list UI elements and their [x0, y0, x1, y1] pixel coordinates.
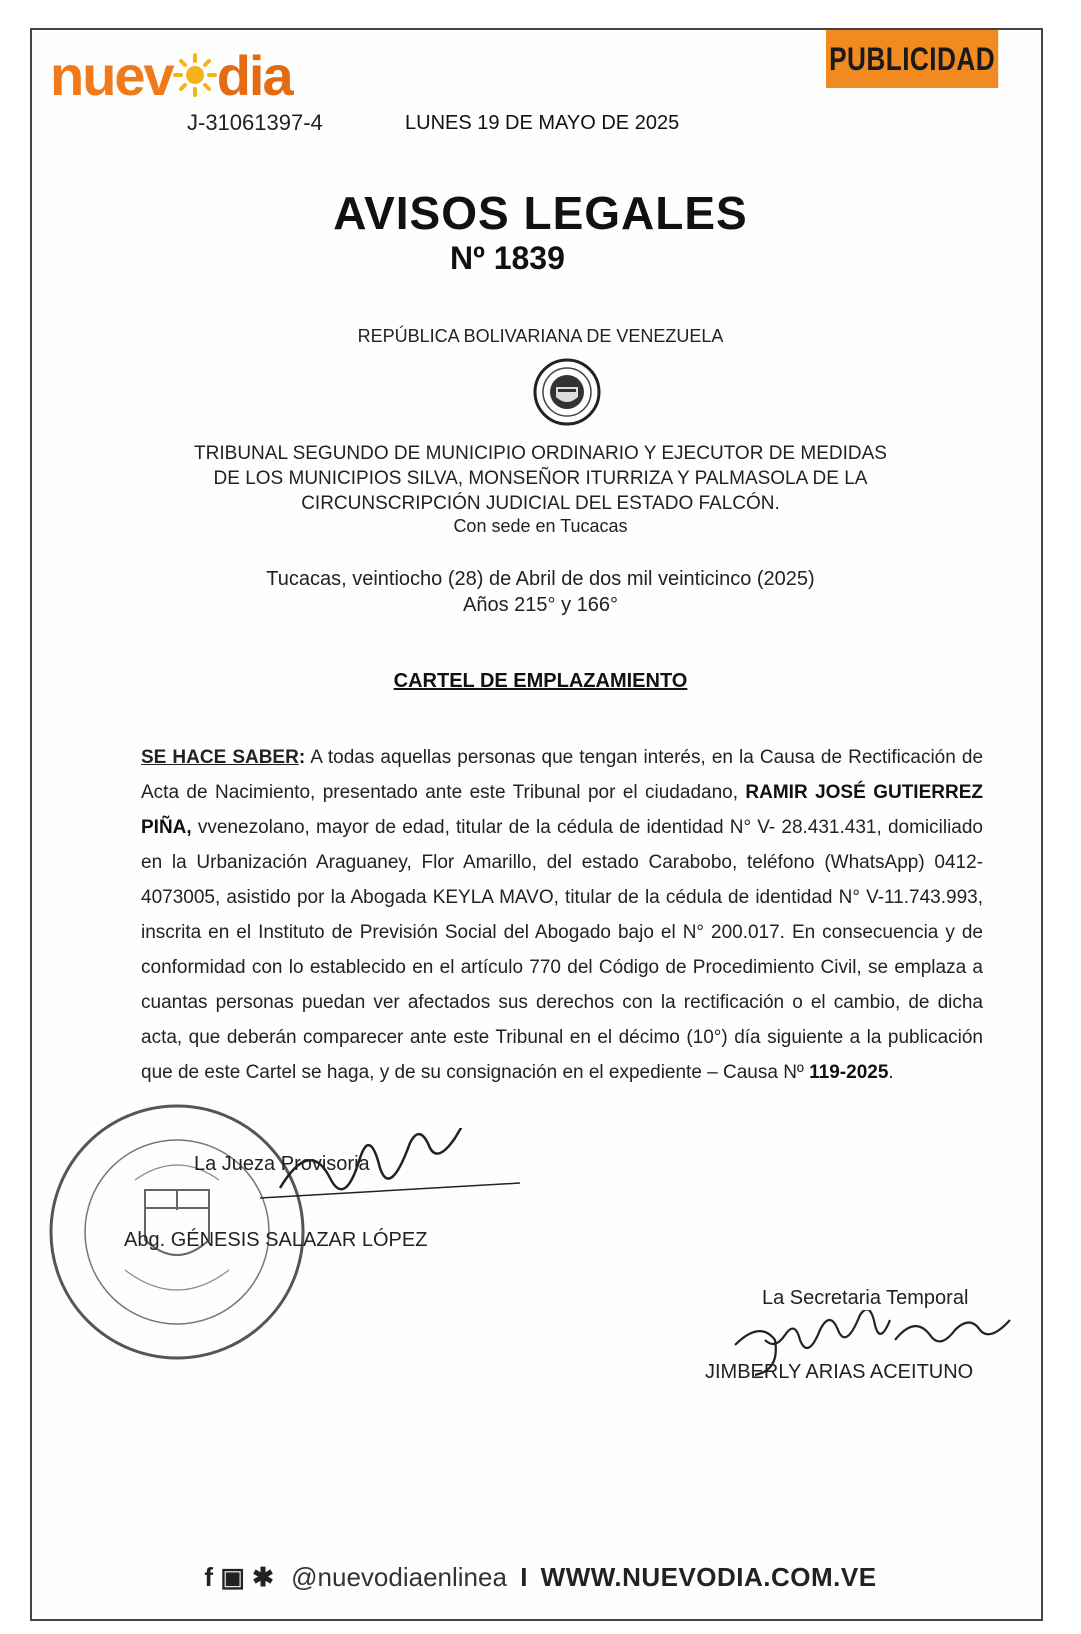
secretary-name: JIMBERLY ARIAS ACEITUNO [705, 1361, 974, 1383]
applicant-name: RAMIR JOSÉ GUTIERREZ PIÑA, [141, 782, 983, 838]
date-line: Tucacas, veintiocho (28) de Abril de dos mil veinticinco (2025) [266, 568, 815, 590]
social-handle[interactable]: @nuevodiaenlinea [291, 1562, 507, 1592]
tribunal-line: DE LOS MUNICIPIOS SILVA, MONSEÑOR ITURRIZA Y PALMASOLA DE LA [213, 468, 868, 489]
body-text: vvenezolano, mayor de edad, titular de la cédula de identidad N° V- 28.431.431, domiciliado en la Urbanización Araguaney, Flor Amarillo, del estado Carabobo, teléfono (WhatsApp) 0412-4073005, asistido por la Abogada KEYLA MAVO, titular de la cédula de identidad N° V-11.743.993, inscrita en el Instituto de Previsión Social del Abogado bajo el N° 200.017. En consecuencia y de conformidad con lo establecido en el artículo 770 del Código de Procedimiento Civil, se emplaza a cuantas personas puedan ver afectados sus derechos con la rectificación o el cambio, de dicha acta, que deberán comparecer ante este Tribunal en el décimo (10°) día siguiente a la publicación que de este Cartel se haga, y de su consignación en el expediente – Causa Nº [141, 817, 983, 1083]
cartel-title: CARTEL DE EMPLAZAMIENTO [393, 670, 688, 692]
footer-separator: I [520, 1562, 528, 1592]
footer [0, 1562, 1081, 1593]
se-hace-saber: SE HACE SABER [141, 747, 299, 768]
rif-number: J-31061397-4 [187, 110, 323, 135]
tribunal-line: TRIBUNAL SEGUNDO DE MUNICIPIO ORDINARIO Y EJECUTOR DE MEDIDAS [194, 443, 887, 464]
instagram-icon[interactable]: ▣ [220, 1562, 245, 1592]
publicidad-banner: PUBLICIDAD [826, 30, 998, 88]
facebook-icon[interactable]: f [204, 1562, 214, 1592]
website-link[interactable]: WWW.NUEVODIA.COM.VE [540, 1562, 877, 1592]
tribunal-line: CIRCUNSCRIPCIÓN JUDICIAL DEL ESTADO FALCÓN. [301, 493, 780, 514]
notice-number: Nº 1839 [450, 240, 565, 276]
republica-heading: REPÚBLICA BOLIVARIANA DE VENEZUELA [357, 326, 724, 346]
sede-text: Con sede en Tucacas [453, 516, 628, 536]
secretary-title: La Secretaria Temporal [762, 1287, 969, 1309]
judge-title: La Jueza Provisoria [194, 1153, 370, 1175]
sun-logo-icon [173, 53, 217, 97]
page-title: AVISOS LEGALES [333, 187, 748, 239]
years-line: Años 215° y 166° [463, 594, 618, 616]
body-text: A todas aquellas personas que tengan interés, en la Causa de Rectificación de Acta de Nacimiento, presentado ante este Tribunal por el ciudadano, [141, 747, 984, 803]
twitter-icon[interactable]: ✱ [252, 1562, 274, 1592]
seal-icon [532, 357, 602, 427]
case-number: 119-2025 [809, 1062, 889, 1083]
judge-name: Abg. GÉNESIS SALAZAR LÓPEZ [124, 1229, 428, 1251]
newspaper-logo: nuev dia [50, 44, 292, 107]
colon: : [298, 747, 306, 768]
issue-date: LUNES 19 DE MAYO DE 2025 [405, 112, 680, 134]
body-end: . [888, 1062, 894, 1083]
notice-body [141, 740, 983, 1090]
tribunal-heading [0, 441, 1081, 516]
notice-date [0, 566, 1081, 618]
social-icons [204, 1562, 281, 1592]
